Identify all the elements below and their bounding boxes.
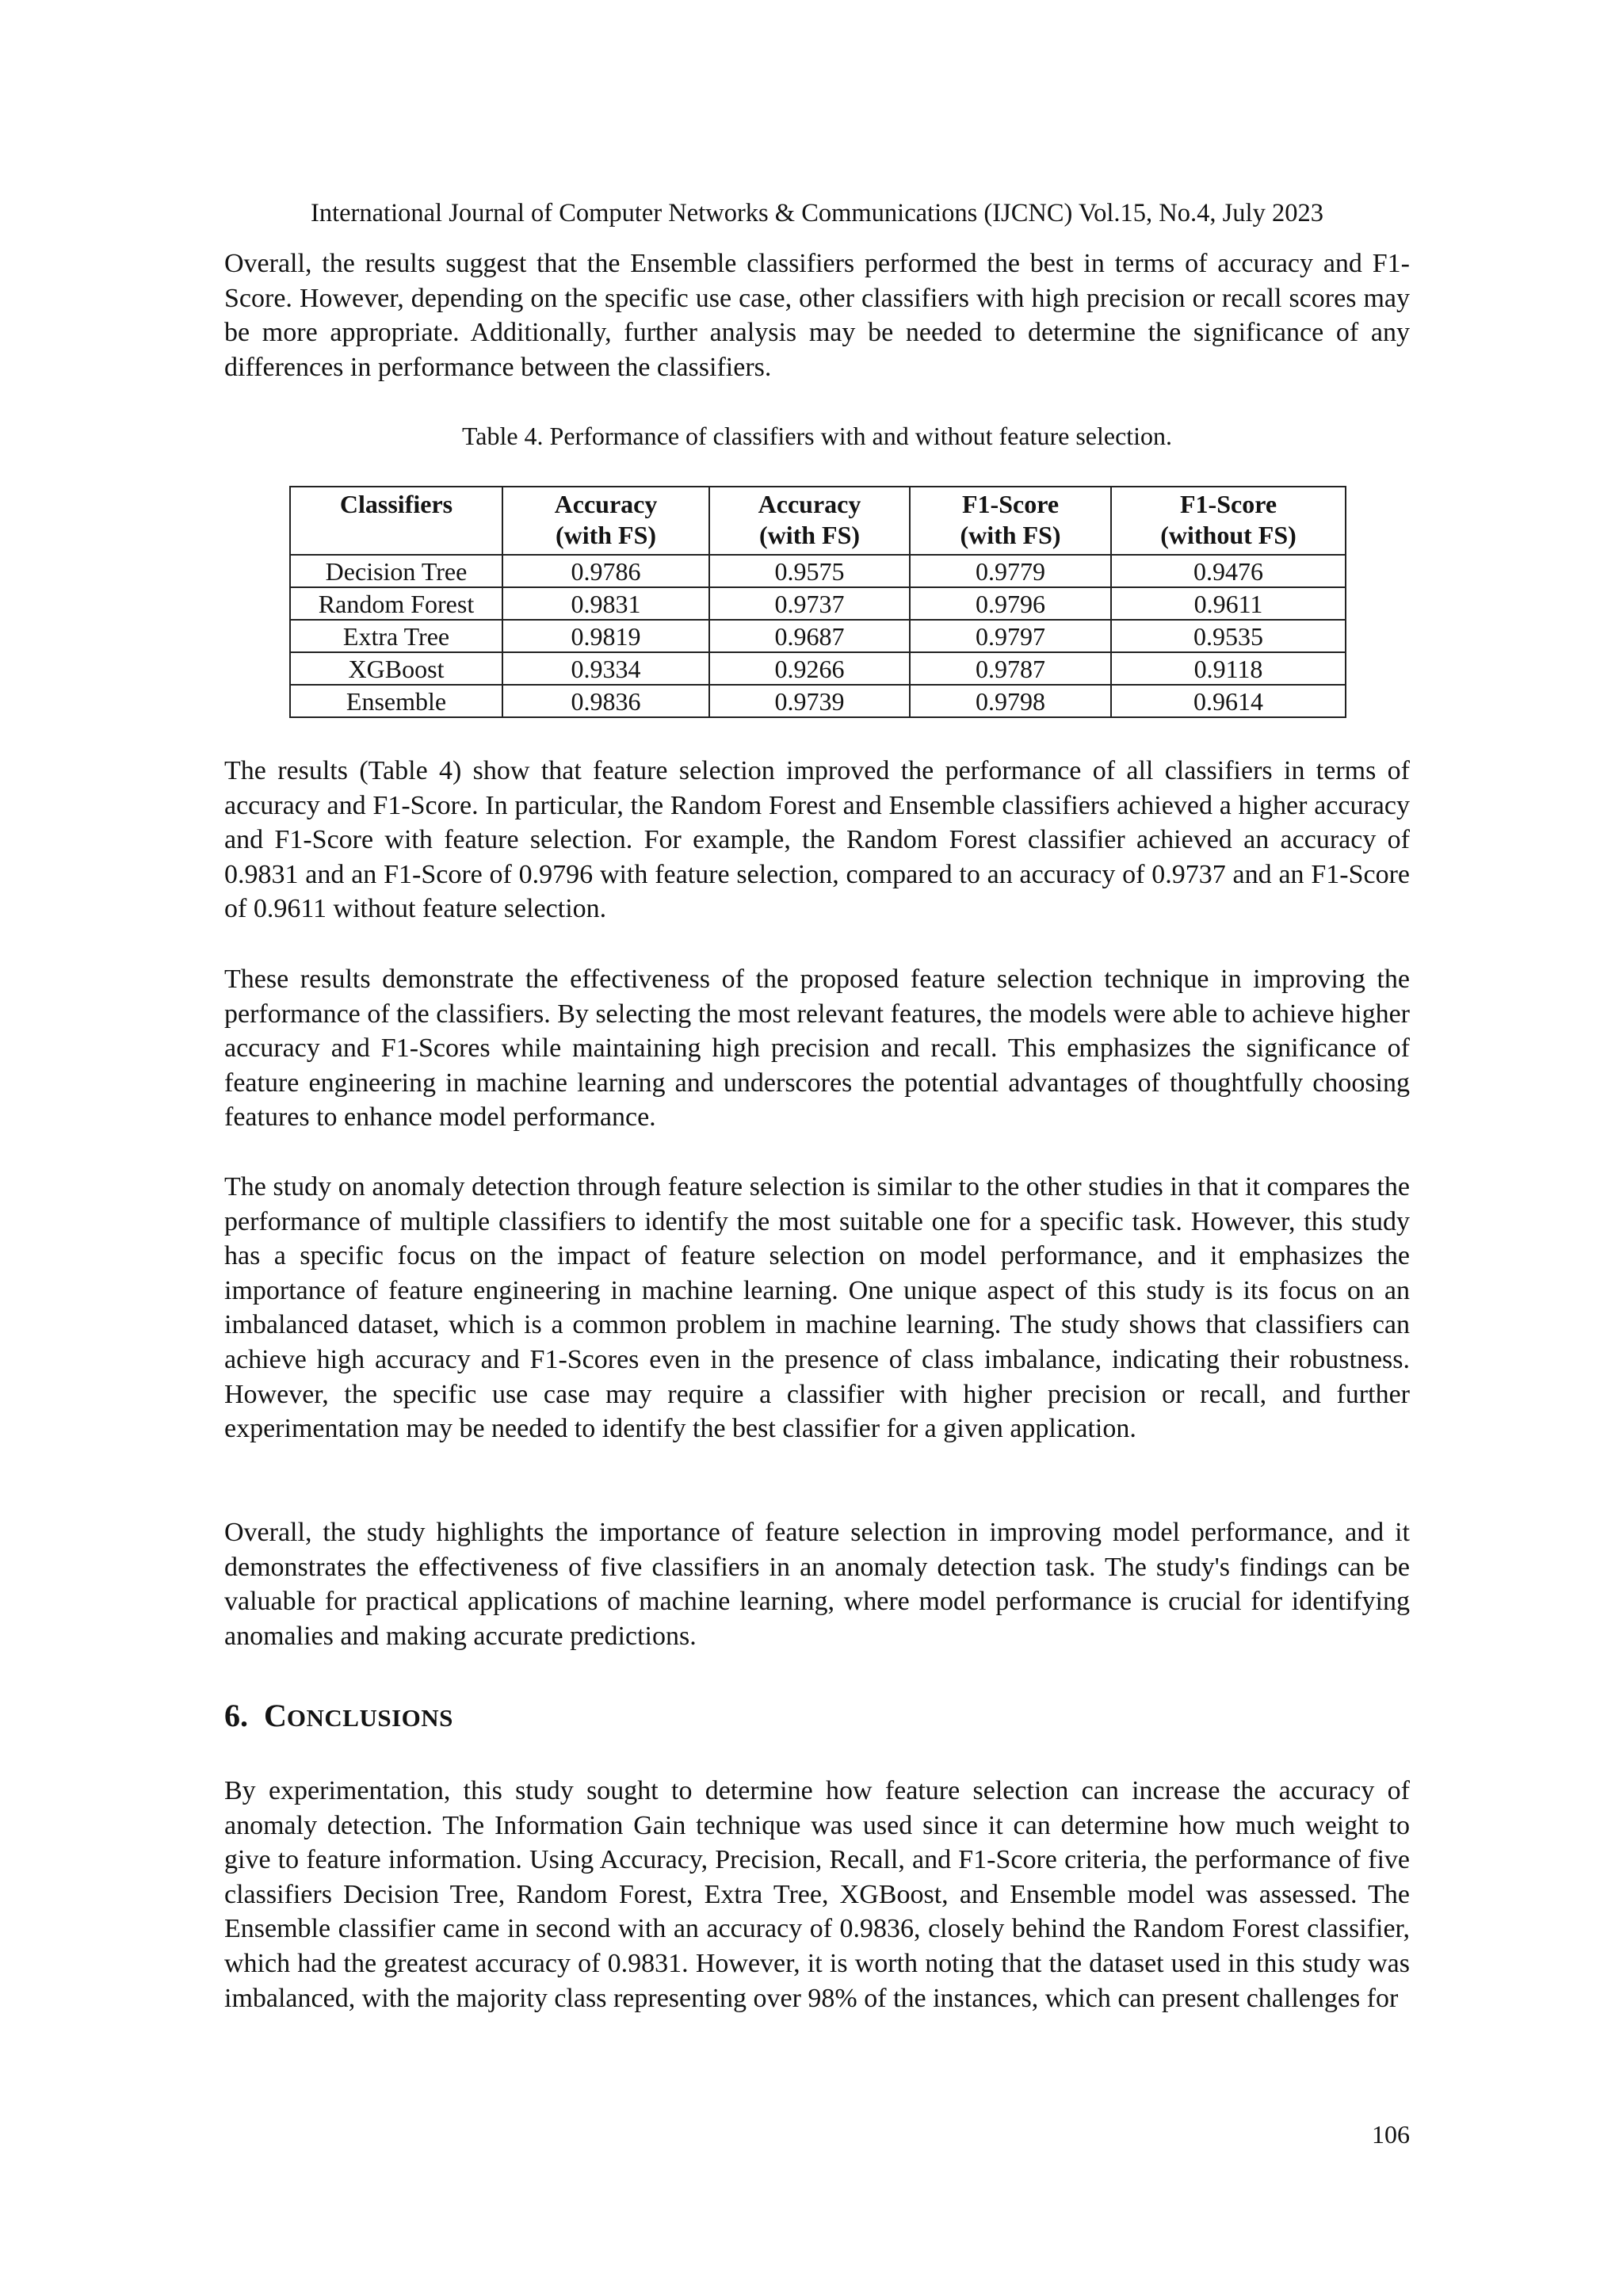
header-cell-accuracy-with-fs <box>502 487 709 555</box>
paragraph-study: The study on anomaly detection through feature selection is similar to the other studies in that it compares the performance of multiple classifiers to identify the most suitable one for a specific task. However, this study has a specific focus on the impact of feature selection on model performance, and it emphasizes the importance of feature engineering in machine learning. One unique aspect of this study is its focus on an imbalanced dataset, which is a common problem in machine learning. The study shows that classifiers can achieve high accuracy and F1-Scores even in the presence of class imbalance, indicating their robustness. However, the specific use case may require a classifier with higher precision or recall, and further experimentation may be needed to identify the best classifier for a given application. <box>224 1172 1410 1444</box>
section-title-initial: C <box>264 1698 287 1733</box>
header-line: Classifiers <box>339 490 453 518</box>
header-cell-accuracy-second <box>709 487 910 555</box>
table-row <box>290 587 1346 620</box>
header-cell-f1-without-fs <box>1111 487 1346 555</box>
header-line: F1-Score <box>1179 490 1277 518</box>
header-line: (with FS) <box>960 521 1061 549</box>
header-line: F1-Score <box>961 490 1060 518</box>
header-line: Accuracy <box>758 490 861 518</box>
header-cell-classifiers <box>290 487 502 555</box>
table-cell: 0.9614 <box>1111 685 1346 717</box>
table-cell: Extra Tree <box>290 620 502 652</box>
table-cell: 0.9819 <box>502 620 709 652</box>
table-cell: 0.9831 <box>502 587 709 620</box>
table-cell: Random Forest <box>290 587 502 620</box>
table-cell: 0.9796 <box>910 587 1111 620</box>
table-cell: 0.9797 <box>910 620 1111 652</box>
paragraph-intro: Overall, the results suggest that the Ensemble classifiers performed the best in terms of accuracy and F1-Score. However, depending on the specific use case, other classifiers with high precision or recall scores may be more appropriate. Additionally, further analysis may be needed to determine the significance of any differences in performance between the classifiers. <box>224 249 1410 382</box>
table-row <box>290 685 1346 717</box>
table-cell: Decision Tree <box>290 555 502 587</box>
table-caption: Table 4. Performance of classifiers with and without feature selection. <box>461 422 1173 450</box>
table-cell: 0.9687 <box>709 620 910 652</box>
table-cell: 0.9836 <box>502 685 709 717</box>
page-number: 106 <box>1372 2120 1410 2149</box>
header-line: (without FS) <box>1160 521 1296 549</box>
paragraph-results: The results (Table 4) show that feature selection improved the performance of all classifiers in terms of accuracy and F1-Score. In particular, the Random Forest and Ensemble classifiers achieved a higher accuracy and F1-Score with feature selection. For example, the Random Forest classifier achieved an accuracy of 0.9831 and an F1-Score of 0.9796 with feature selection, compared to an accuracy of 0.9737 and an F1-Score of 0.9611 without feature selection. <box>224 756 1410 924</box>
header-cell-f1-with-fs <box>910 487 1111 555</box>
table-header-row <box>290 487 1346 555</box>
section-heading-conclusions <box>224 1697 453 1737</box>
journal-header: International Journal of Computer Networks & Communications (IJCNC) Vol.15, No.4, July 2023 <box>311 199 1323 227</box>
section-title-rest: ONCLUSIONS <box>286 1704 453 1732</box>
paragraph-conclusion: By experimentation, this study sought to determine how feature selection can increase the accuracy of anomaly detection. The Information Gain technique was used since it can determine how much weight to give to feature information. Using Accuracy, Precision, Recall, and F1-Score criteria, the performance of five classifiers Decision Tree, Random Forest, Extra Tree, XGBoost, and Ensemble model was assessed. The Ensemble classifier came in second with an accuracy of 0.9836, closely behind the Random Forest classifier, which had the greatest accuracy of 0.9831. However, it is worth noting that the dataset used in this study was imbalanced, with the majority class representing over 98% of the instances, which can present challenges for <box>224 1776 1410 2013</box>
section-number: 6. <box>224 1698 248 1733</box>
table-cell: XGBoost <box>290 652 502 685</box>
table-cell: 0.9266 <box>709 652 910 685</box>
table-cell: 0.9737 <box>709 587 910 620</box>
paragraph-overall: Overall, the study highlights the importance of feature selection in improving model performance, and it demonstrates the effectiveness of five classifiers in an anomaly detection task. The study's findings can be valuable for practical applications of machine learning, where model performance is crucial for identifying anomalies and making accurate predictions. <box>224 1518 1410 1651</box>
header-line: (with FS) <box>555 521 657 549</box>
table-cell: 0.9611 <box>1111 587 1346 620</box>
results-table <box>289 486 1346 718</box>
table-cell: 0.9476 <box>1111 555 1346 587</box>
table-cell: 0.9786 <box>502 555 709 587</box>
table-row <box>290 555 1346 587</box>
table-cell: Ensemble <box>290 685 502 717</box>
table-cell: 0.9575 <box>709 555 910 587</box>
header-line: (with FS) <box>758 521 861 549</box>
table-cell: 0.9798 <box>910 685 1111 717</box>
table-row <box>290 620 1346 652</box>
table-cell: 0.9535 <box>1111 620 1346 652</box>
table-cell: 0.9118 <box>1111 652 1346 685</box>
table-cell: 0.9787 <box>910 652 1111 685</box>
paragraph-effectiveness: These results demonstrate the effectiveness of the proposed feature selection technique in improving the performance of the classifiers. By selecting the most relevant features, the models were able to achieve higher accuracy and F1-Scores while maintaining high precision and recall. This emphasizes the significance of feature engineering in machine learning and underscores the potential advantages of thoughtfully choosing features to enhance model performance. <box>224 965 1410 1133</box>
table-cell: 0.9739 <box>709 685 910 717</box>
header-line: Accuracy <box>554 490 658 518</box>
table-cell: 0.9334 <box>502 652 709 685</box>
table-cell: 0.9779 <box>910 555 1111 587</box>
table-row <box>290 652 1346 685</box>
